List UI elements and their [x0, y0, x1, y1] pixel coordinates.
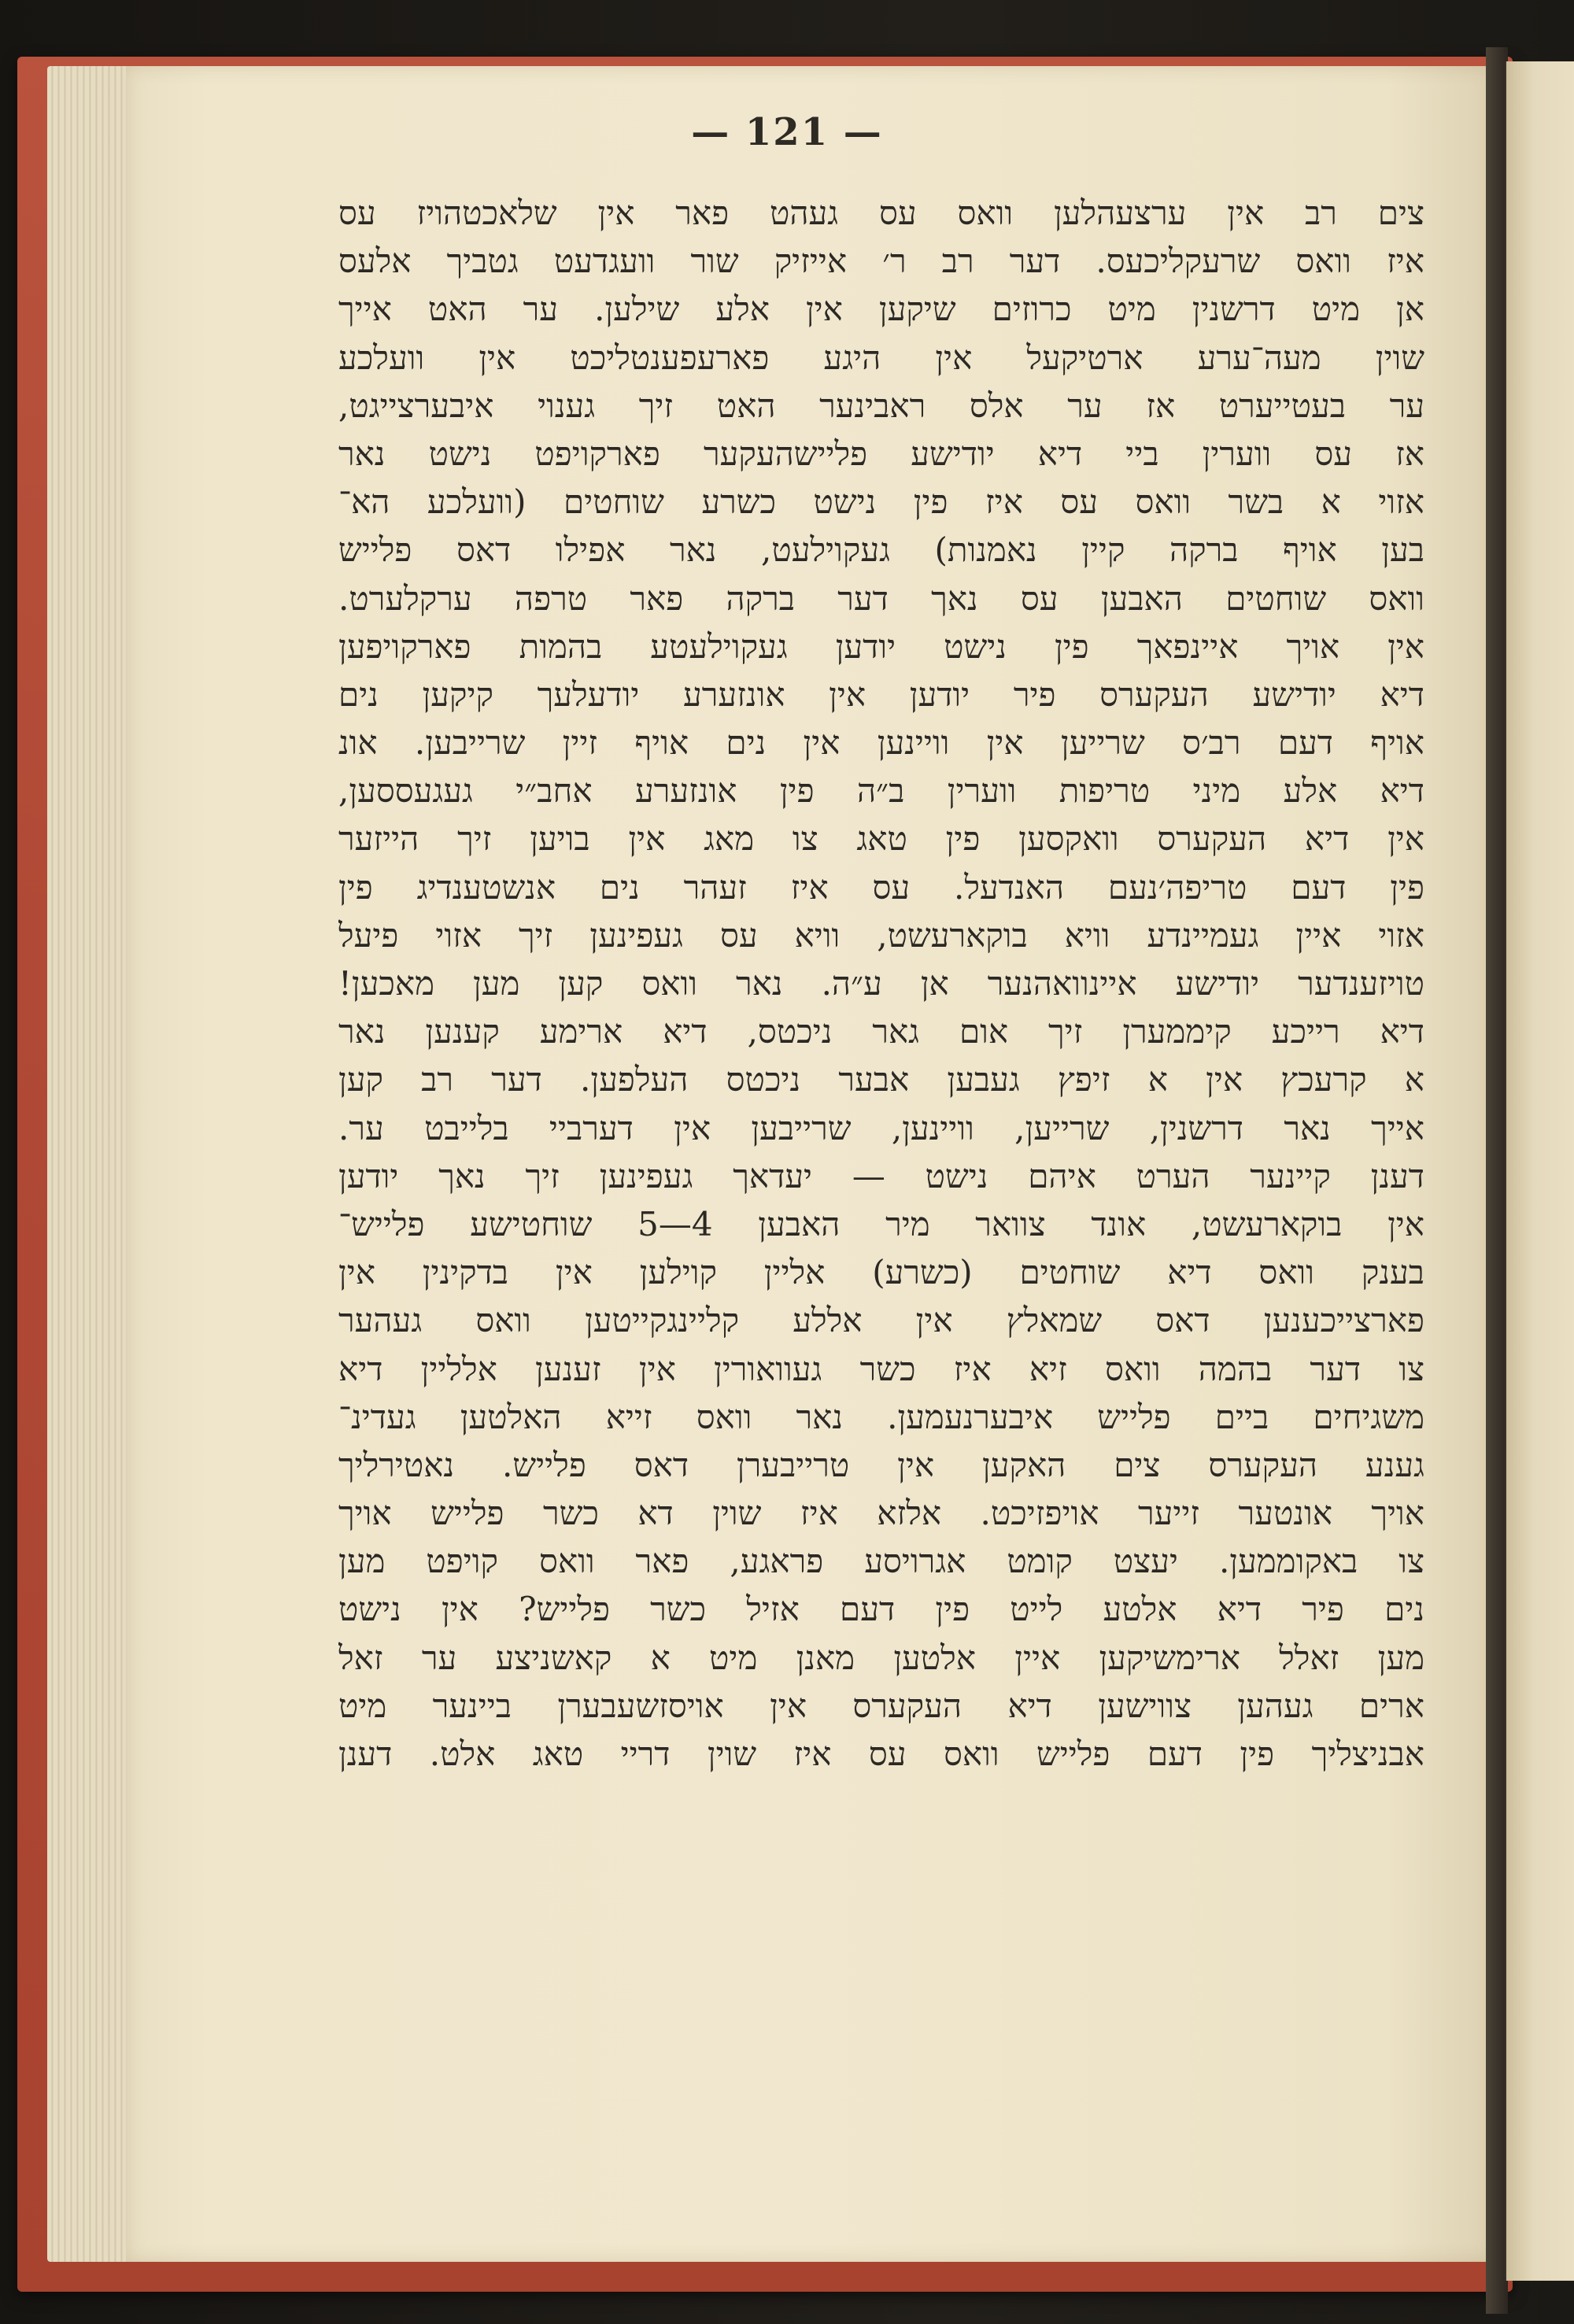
text-line: אזוי א בשר וואס עס איז פין נישט כשרע שוחטים (וועלכע הא־ — [338, 482, 1424, 522]
text-line: אזוי איין געמיינדע וויא בוקארעשט, וויא עס געפינען זיך אזוי פיעל — [338, 915, 1424, 955]
text-line: א קרעכץ אין א זיפץ געבען אבער ניכטס העלפען. דער רב קען — [338, 1060, 1424, 1099]
text-line: שוין מעה־ערע ארטיקעל אין היגע פארעפענטליכט אין וועלכע — [338, 338, 1424, 377]
text-line: צו באקוממען. יעצט קומט אגרויסע פראגע, פאר וואס קויפט מען — [338, 1542, 1424, 1581]
text-line: פין דעם טריפה׳נעם האנדעל. עס איז זעהר נים אנשטענדיג פין — [338, 867, 1424, 907]
text-line: דיא רייכע קיממערן זיך אום גאר ניכטס, דיא ארימע קענען נאר — [338, 1012, 1424, 1051]
text-line: דיא יודישע העקערס פיר יודען אין אונזערע יודעלעך קיקען נים — [338, 674, 1424, 714]
body-text — [338, 189, 1424, 1778]
text-line: צים רב אין ערצעהלען וואס עס געהט פאר אין שלאכטהויז עס — [338, 194, 1424, 232]
text-line: דענן קיינער הערט איהם נישט — יעדאך געפינען זיך נאך יודען — [338, 1156, 1424, 1195]
text-line: משגיחים ביים פלייש איבערנעמען. נאר וואס זייא האלטען געדינ־ — [338, 1397, 1424, 1436]
text-line: טויזענדער יודישע איינוואהנער אן ע״ה. נאר וואס קען מען מאכען! — [338, 964, 1424, 1003]
text-line: ער בעטייערט אז ער אלס ראבינער האט זיך גענוי איבערצייגט, — [338, 386, 1424, 425]
text-line: אבניצליך פין דעם פלייש וואס עס איז שוין דריי טאג אלט. דענן — [338, 1735, 1424, 1773]
text-line: אין אויך איינפאך פין נישט יודען געקוילעטע בהמות פארקויפען — [338, 626, 1424, 666]
text-line: אייך נאר דרשנין, שרייען, וויינען, שרייבען אין דערביי בלייבט ער. — [338, 1108, 1424, 1147]
text-line: מען זאלל ארימשיקען איין אלטען מאנן מיט א קאשניצע ער זאל — [338, 1638, 1424, 1677]
text-line: וואס שוחטים האבען עס נאך דער ברקה פאר טרפה ערקלערט. — [338, 578, 1424, 618]
text-line: אן מיט דרשנין מיט כרוזים שיקען אין אלע שילען. ער האט אייך — [338, 290, 1424, 329]
text-line: אין בוקארעשט, אונד צוואר מיר האבען 4—5 שוחטישע פלייש־ — [338, 1204, 1424, 1243]
facing-page — [1505, 61, 1574, 2281]
text-line: ארים געהען צווישען דיא העקערס אין אויסזשעבערן ביינער מיט — [338, 1686, 1424, 1725]
text-line: אין דיא העקערס וואקסען פין טאג צו מאג אין בויען זיך הייזער — [338, 819, 1424, 859]
text-line: נים פיר דיא אלטע לייט פין דעם אזיל כשר פלייש? אין נישט — [338, 1590, 1424, 1629]
text-line: אז עס ווערין ביי דיא יודישע פליישהעקער פארקויפט נישט נאר — [338, 434, 1424, 473]
text-line: אויף דעם רב׳ס שרייען אין וויינען אין נים אויף זיין שרייבען. אונ — [338, 723, 1424, 763]
text-line: בענק וואס דיא שוחטים (כשרע) אליין קוילען אין בדקינין אין — [338, 1253, 1424, 1292]
page-number: — 121 — — [691, 110, 883, 154]
text-line: דיא אלע מיני טריפות ווערין ב״ה פין אונזערע אחב״י געגעססען, — [338, 771, 1424, 811]
text-line: איז וואס שרעקליכעס. דער רב ר׳ אייזיק שור וועגדעט גטביך אלעס — [338, 242, 1424, 281]
text-line: צו דער בהמה וואס זיא איז כשר געוואורין אין זענען אלליין דיא — [338, 1349, 1424, 1388]
text-line: גענע העקערס צים האקען אין טרייבערן דאס פלייש. נאטירליך — [338, 1445, 1424, 1484]
text-line: בען אויף ברקה קיין נאמנות) געקוילעט, נאר אפילו דאס פלייש — [338, 530, 1424, 570]
text-line: פארצייכענען דאס שמאלץ אין אללע קליינגקייטען וואס געהער — [338, 1301, 1424, 1340]
text-line: אויך אונטער זייער אויפזיכט. אלזא איז שוין דא כשר פלייש אויך — [338, 1494, 1424, 1533]
